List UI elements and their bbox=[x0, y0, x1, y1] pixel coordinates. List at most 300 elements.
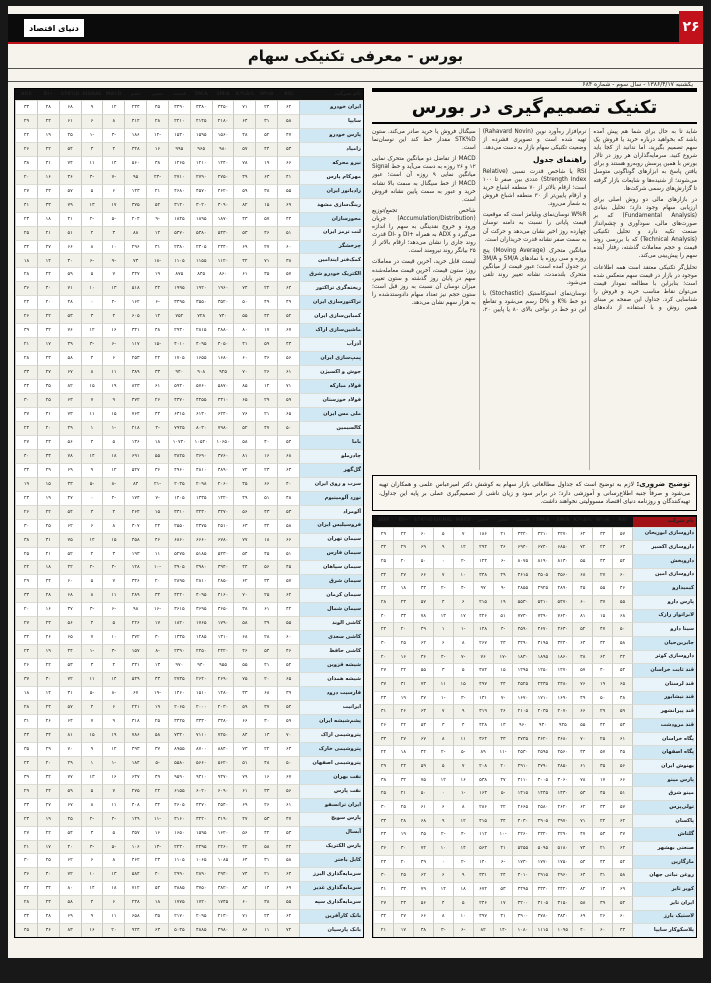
page-content bbox=[14, 88, 697, 938]
value-cell: ۴۷ bbox=[277, 812, 299, 826]
value-cell: ۲۷ bbox=[15, 184, 37, 198]
value-cell: ۱۷ bbox=[146, 616, 168, 630]
value-cell: ۴۹۸۰ bbox=[212, 923, 234, 937]
value-cell: ۵۵ bbox=[277, 895, 299, 909]
value-cell: -۷ bbox=[102, 170, 124, 184]
value-cell: ۵۳۸۰ bbox=[190, 226, 212, 240]
table-row bbox=[15, 812, 363, 826]
company-name-cell: الکتریک خودرو شرق bbox=[299, 267, 363, 281]
company-name-cell: سیمان سپاهان bbox=[299, 560, 363, 574]
value-cell: ۵۵ bbox=[612, 595, 632, 609]
value-cell: ۲۰۳۵ bbox=[532, 704, 552, 718]
value-cell: ۴۱ bbox=[15, 198, 37, 212]
value-cell: ۳۶ bbox=[493, 540, 513, 554]
table-row bbox=[373, 882, 696, 896]
value-cell: ۳۳ bbox=[233, 686, 255, 700]
value-cell: ۱۵۱۰ bbox=[190, 686, 212, 700]
value-cell: ۴۷۹۰ bbox=[532, 759, 552, 773]
company-name-cell: زامیاد bbox=[299, 142, 363, 156]
value-cell: ۲۳ bbox=[393, 896, 413, 910]
value-cell: ۲۹ bbox=[37, 463, 59, 477]
value-cell: ۵۸۷۰ bbox=[212, 379, 234, 393]
value-cell: ۳۴ bbox=[146, 588, 168, 602]
value-cell: ۹۷ bbox=[473, 581, 493, 595]
value-cell: -۳ bbox=[81, 337, 103, 351]
value-cell: ۹۸ bbox=[124, 602, 146, 616]
value-cell: ۲۰۰۰ bbox=[190, 700, 212, 714]
table-row bbox=[15, 770, 363, 784]
column-header: RSI bbox=[277, 89, 299, 100]
value-cell: ۳۵۰۵ bbox=[532, 568, 552, 582]
value-cell: ۴۱ bbox=[255, 658, 277, 672]
value-cell: ۲۱ bbox=[37, 226, 59, 240]
column-header: STK%D bbox=[59, 89, 81, 100]
value-cell: ۴ bbox=[81, 435, 103, 449]
value-cell: ۲۷ bbox=[393, 910, 413, 924]
value-cell: ۱۶ bbox=[255, 449, 277, 463]
value-cell: ۵۱ bbox=[277, 547, 299, 561]
value-cell: ۲۸۹۰ bbox=[552, 581, 572, 595]
value-cell: ۶ bbox=[102, 351, 124, 365]
value-cell: ۳۴۱ bbox=[124, 323, 146, 337]
column-header: SIGNAL bbox=[433, 516, 453, 527]
value-cell: -۵ bbox=[81, 686, 103, 700]
table-row bbox=[373, 540, 696, 554]
value-cell: ۵۹ bbox=[612, 704, 632, 718]
value-cell: ۴۳ bbox=[592, 554, 612, 568]
value-cell: ۲۸ bbox=[255, 630, 277, 644]
value-cell: ۶۰ bbox=[592, 923, 612, 937]
value-cell: ۴۸۹۰ bbox=[212, 463, 234, 477]
value-cell: ۶۱ bbox=[413, 800, 433, 814]
value-cell: ۸۶۰ bbox=[212, 267, 234, 281]
value-cell: ۶۹ bbox=[233, 798, 255, 812]
company-name-cell: پارس دارو bbox=[632, 595, 696, 609]
value-cell: ۴۴۹۵ bbox=[512, 882, 532, 896]
article-subhead: راهنمای جدول bbox=[532, 155, 587, 165]
value-cell: ۵۷ bbox=[277, 267, 299, 281]
value-cell: ۱۲۴۰ bbox=[212, 156, 234, 170]
value-cell: ۴۸۱۰ bbox=[190, 463, 212, 477]
value-cell: ۲۴ bbox=[15, 421, 37, 435]
company-name-cell: سرب و روی ایران bbox=[299, 477, 363, 491]
table-row bbox=[15, 449, 363, 463]
table-row bbox=[373, 759, 696, 773]
value-cell: ۳۵۷ bbox=[124, 826, 146, 840]
value-cell: ۱۲۹۵ bbox=[512, 663, 532, 677]
value-cell: ۵۹ bbox=[59, 267, 81, 281]
company-name-cell: مهرکام پارس bbox=[299, 170, 363, 184]
column-header: تغییر bbox=[146, 89, 168, 100]
value-cell: ۰ bbox=[81, 491, 103, 505]
value-cell: ۵۶ bbox=[59, 435, 81, 449]
value-cell: ۷ bbox=[433, 704, 453, 718]
value-cell: ۳۶ bbox=[15, 281, 37, 295]
value-cell: ۳۴۵۰ bbox=[212, 100, 234, 114]
value-cell: ۷۷ bbox=[233, 533, 255, 547]
value-cell: ۵۱ bbox=[493, 609, 513, 623]
value-cell: ۴۰۵۰ bbox=[212, 337, 234, 351]
value-cell: ۱۸ bbox=[15, 686, 37, 700]
value-cell: ۵۰ bbox=[277, 756, 299, 770]
value-cell: ۴۵ bbox=[572, 581, 592, 595]
value-cell: ۶۴ bbox=[277, 867, 299, 881]
value-cell: ۸۸ bbox=[124, 226, 146, 240]
value-cell: ۱۹ bbox=[146, 267, 168, 281]
value-cell: ۶۰ bbox=[572, 595, 592, 609]
value-cell: ۲۳۸ bbox=[124, 895, 146, 909]
value-cell: ۱۸۳۰ bbox=[512, 650, 532, 664]
value-cell: ۲۷ bbox=[373, 896, 393, 910]
value-cell: ۴۸ bbox=[255, 756, 277, 770]
stock-table-left-wrap bbox=[14, 88, 364, 938]
value-cell: ۱۴۳۰ bbox=[552, 786, 572, 800]
table-row bbox=[15, 393, 363, 407]
value-cell: ۳۲۷۰ bbox=[212, 505, 234, 519]
value-cell: ۳۸ bbox=[255, 895, 277, 909]
value-cell: ۱۱۰۵ bbox=[168, 253, 190, 267]
value-cell: ۱۹ bbox=[37, 812, 59, 826]
table-row bbox=[15, 421, 363, 435]
value-cell: ۱۵۶۰ bbox=[212, 128, 234, 142]
value-cell: ۱۴ bbox=[37, 686, 59, 700]
value-cell: ۷۱ bbox=[277, 379, 299, 393]
value-cell: ۳ bbox=[433, 663, 453, 677]
value-cell: ۱۹۳ bbox=[124, 547, 146, 561]
value-cell: ۵۵ bbox=[233, 658, 255, 672]
value-cell: -۴ bbox=[453, 827, 473, 841]
value-cell: ۱۷۴ bbox=[124, 491, 146, 505]
value-cell: ۵۲ bbox=[59, 547, 81, 561]
value-cell: ۱۰ bbox=[102, 630, 124, 644]
value-cell: ۱۰۷۴۰ bbox=[168, 435, 190, 449]
company-name-cell: شیشه قزوین bbox=[299, 658, 363, 672]
value-cell: ۱۴۹ bbox=[124, 812, 146, 826]
value-cell: ۲۳ bbox=[37, 435, 59, 449]
value-cell: ۵۵ bbox=[413, 663, 433, 677]
value-cell: ۴۸۸۵ bbox=[190, 923, 212, 937]
value-cell: ۲۶ bbox=[373, 718, 393, 732]
value-cell: ۲۷۳۵ bbox=[168, 672, 190, 686]
value-cell: -۱ bbox=[453, 786, 473, 800]
value-cell: ۳۵ bbox=[255, 267, 277, 281]
value-cell: ۴ bbox=[81, 895, 103, 909]
value-cell: ۶ bbox=[81, 853, 103, 867]
value-cell: ۲۸۱۰ bbox=[190, 574, 212, 588]
value-cell: ۴۱۵ bbox=[473, 814, 493, 828]
value-cell: ۱۹ bbox=[15, 477, 37, 491]
value-cell: ۲۵ bbox=[37, 393, 59, 407]
value-cell: ۴۹ bbox=[146, 770, 168, 784]
value-cell: ۶۷۸۰ bbox=[212, 533, 234, 547]
value-cell: ۱۴۰ bbox=[473, 855, 493, 869]
value-cell: ۶۸۶۰ bbox=[168, 533, 190, 547]
table-row bbox=[373, 868, 696, 882]
table-row bbox=[15, 560, 363, 574]
value-cell: ۲۰۴ bbox=[124, 212, 146, 226]
table-row bbox=[373, 800, 696, 814]
value-cell: ۴۴۷۰ bbox=[190, 798, 212, 812]
value-cell: ۴۹۶۰ bbox=[168, 463, 190, 477]
company-name-cell: کمباین‌سازی ایران bbox=[299, 309, 363, 323]
value-cell: ۵۱ bbox=[277, 226, 299, 240]
value-cell: ۲۲ bbox=[37, 142, 59, 156]
value-cell: ۱۴ bbox=[592, 882, 612, 896]
value-cell: -۹ bbox=[493, 581, 513, 595]
value-cell: ۵۰ bbox=[233, 295, 255, 309]
value-cell: ۴۴ bbox=[493, 677, 513, 691]
value-cell: ۱۹۶۰ bbox=[212, 281, 234, 295]
value-cell: ۲۵ bbox=[393, 636, 413, 650]
value-cell: ۹۴۰ bbox=[168, 365, 190, 379]
value-cell: ۳۸ bbox=[15, 156, 37, 170]
table-row bbox=[15, 756, 363, 770]
value-cell: ۳۵ bbox=[146, 909, 168, 923]
company-name-cell: پلاسکوکار سایپا bbox=[632, 923, 696, 937]
value-cell: ۶۹۱ bbox=[124, 449, 146, 463]
value-cell: -۲ bbox=[81, 812, 103, 826]
newspaper-logo: دنیای اقتصاد bbox=[24, 19, 84, 37]
value-cell: -۱۲ bbox=[146, 128, 168, 142]
value-cell: ۵۳ bbox=[59, 658, 81, 672]
value-cell: ۶ bbox=[102, 184, 124, 198]
value-cell: ۱۲ bbox=[81, 323, 103, 337]
value-cell: ۳۰۹۰ bbox=[212, 198, 234, 212]
article-paragraph: میانگین متحرک (Moving Average) پنج روزه و سی روزه با نمادهای 5M/A و 3M/A در جدول آمده است؛ عبور قیمت از میانگین متحرک بلندمدت، نشانه تغییر روند تلقی می‌شود. bbox=[482, 247, 587, 287]
value-cell: -۲ bbox=[81, 212, 103, 226]
table-row bbox=[15, 407, 363, 421]
value-cell: ۱۷۴۵ bbox=[212, 895, 234, 909]
value-cell: ۵۹ bbox=[59, 784, 81, 798]
column-header: W%R bbox=[592, 516, 612, 527]
value-cell: ۷۸ bbox=[59, 449, 81, 463]
value-cell: ۳۳ bbox=[37, 198, 59, 212]
value-cell: ۳۹۰۵ bbox=[168, 560, 190, 574]
value-cell: ۲۹ bbox=[15, 784, 37, 798]
value-cell: ۲ bbox=[81, 226, 103, 240]
value-cell: ۵۶۰ bbox=[124, 156, 146, 170]
value-cell: ۳۶۵۰ bbox=[212, 602, 234, 616]
company-name-cell: سایپا bbox=[299, 114, 363, 128]
value-cell: ۸۲ bbox=[233, 198, 255, 212]
value-cell: ۲۱۷۰ bbox=[168, 909, 190, 923]
value-cell: ۲۵ bbox=[373, 786, 393, 800]
value-cell: ۲۸ bbox=[37, 588, 59, 602]
value-cell: ۱۶ bbox=[37, 602, 59, 616]
value-cell: ۲۷ bbox=[37, 240, 59, 254]
value-cell: ۸۳ bbox=[233, 881, 255, 895]
value-cell: ۷۴۰ bbox=[212, 309, 234, 323]
value-cell: ۲۱ bbox=[37, 547, 59, 561]
value-cell: ۲۴ bbox=[373, 622, 393, 636]
value-cell: ۳۱۶۰ bbox=[168, 812, 190, 826]
value-cell: ۳ bbox=[81, 309, 103, 323]
value-cell: ۲۳ bbox=[373, 691, 393, 705]
value-cell: ۱۸۹۵ bbox=[532, 650, 552, 664]
value-cell: ۶۰ bbox=[277, 630, 299, 644]
value-cell: ۴۰ bbox=[255, 435, 277, 449]
value-cell: ۲۰۹۸ bbox=[190, 477, 212, 491]
value-cell: ۴۴۷ bbox=[124, 267, 146, 281]
value-cell: ۶۲ bbox=[59, 519, 81, 533]
value-cell: ۸ bbox=[433, 732, 453, 746]
value-cell: ۵۷ bbox=[277, 574, 299, 588]
value-cell: ۷ bbox=[81, 393, 103, 407]
value-cell: ۳۴۸ bbox=[473, 568, 493, 582]
value-cell: ۱۸ bbox=[453, 882, 473, 896]
company-name-cell: پگاه اصفهان bbox=[632, 745, 696, 759]
value-cell: ۵۰ bbox=[592, 691, 612, 705]
value-cell: ۲۱ bbox=[373, 923, 393, 937]
stock-table-right-wrap bbox=[372, 515, 697, 938]
value-cell: ۸۹۵۵ bbox=[168, 742, 190, 756]
value-cell: ۱۰ bbox=[81, 281, 103, 295]
value-cell: -۸ bbox=[102, 686, 124, 700]
company-name-cell: ایران ترانسفو bbox=[299, 798, 363, 812]
company-name-cell: داروسازی کوثر bbox=[632, 650, 696, 664]
table-row bbox=[15, 184, 363, 198]
company-name-cell: قند پیرانشهر bbox=[632, 704, 696, 718]
value-cell: ۲۱ bbox=[15, 337, 37, 351]
value-cell: ۷۶ bbox=[59, 323, 81, 337]
value-cell: ۳۳ bbox=[15, 100, 37, 114]
value-cell: ۱۵ bbox=[81, 379, 103, 393]
value-cell: ۶۹ bbox=[277, 198, 299, 212]
value-cell: -۴ bbox=[102, 812, 124, 826]
value-cell: ۴۸ bbox=[612, 691, 632, 705]
value-cell: ۵۹ bbox=[413, 759, 433, 773]
value-cell: ۱۶۲ bbox=[124, 295, 146, 309]
company-name-cell: چادرملو bbox=[299, 449, 363, 463]
value-cell: ۱۱۵۵ bbox=[190, 253, 212, 267]
value-cell: ۳۵۲۰ bbox=[212, 295, 234, 309]
table-row bbox=[15, 463, 363, 477]
value-cell: ۸۱ bbox=[59, 728, 81, 742]
value-cell: ۷۱ bbox=[572, 814, 592, 828]
value-cell: ۱۲ bbox=[453, 814, 473, 828]
value-cell: ۱۸ bbox=[393, 745, 413, 759]
notice-text: لازم به توضیح است که جداول مطالعاتی بازار سهام به کوشش دکتر امیرعباس علمی و همکاران تهیه می‌شود و صرفاً جنبه اطلاع‌رسانی و آموزشی دارد؛ در برابر سود و زیان ناشی از تصمیم‌گیری عملی بر پایه این جداول، تهیه‌کنندگان و روزنامه دنیای اقتصاد مسوولیتی نخواهند داشت. bbox=[379, 482, 690, 506]
value-cell: ۳۳ bbox=[59, 477, 81, 491]
value-cell: ۲۲ bbox=[393, 663, 413, 677]
value-cell: ۷۵ bbox=[59, 533, 81, 547]
value-cell: ۲۹ bbox=[255, 393, 277, 407]
value-cell: ۱۰۸۵ bbox=[212, 853, 234, 867]
company-name-cell: ایرانیت bbox=[299, 700, 363, 714]
value-cell: ۵۶ bbox=[277, 351, 299, 365]
value-cell: ۸ bbox=[81, 365, 103, 379]
value-cell: ۶۱۳۰ bbox=[190, 407, 212, 421]
value-cell: ۷۹ bbox=[413, 882, 433, 896]
value-cell: ۱۴ bbox=[453, 841, 473, 855]
value-cell: ۸۴ bbox=[124, 477, 146, 491]
value-cell: ۳۸۹ bbox=[124, 365, 146, 379]
value-cell: ۴۱۶۰ bbox=[212, 588, 234, 602]
value-cell: ۹۹۵ bbox=[168, 142, 190, 156]
value-cell: ۴۱ bbox=[493, 841, 513, 855]
value-cell: ۲۴۱ bbox=[124, 700, 146, 714]
value-cell: ۴۷ bbox=[413, 691, 433, 705]
table-row bbox=[15, 644, 363, 658]
value-cell: ۶۱ bbox=[612, 732, 632, 746]
value-cell: ۴۲ bbox=[612, 650, 632, 664]
value-cell: ۶۵ bbox=[59, 630, 81, 644]
right-column bbox=[372, 88, 697, 938]
value-cell: ۸۹ bbox=[473, 745, 493, 759]
value-cell: -۱۰ bbox=[493, 827, 513, 841]
value-cell: -۲ bbox=[81, 560, 103, 574]
value-cell: ۳۳۸۰ bbox=[212, 714, 234, 728]
value-cell: ۲۴ bbox=[255, 100, 277, 114]
company-name-cell: پارس خودرو bbox=[299, 128, 363, 142]
value-cell: ۵۶ bbox=[612, 759, 632, 773]
value-cell: ۶۱ bbox=[233, 267, 255, 281]
value-cell: ۲۵۳ bbox=[124, 351, 146, 365]
value-cell: ۸ bbox=[81, 588, 103, 602]
value-cell: ۱۶۵۵ bbox=[190, 351, 212, 365]
value-cell: ۲۸ bbox=[15, 351, 37, 365]
table-row bbox=[15, 170, 363, 184]
value-cell: ۲۰ bbox=[493, 759, 513, 773]
table-row bbox=[373, 677, 696, 691]
value-cell: ۵۰۹۵ bbox=[532, 841, 552, 855]
value-cell: ۴۲ bbox=[15, 881, 37, 895]
value-cell: ۹۶۵ bbox=[190, 142, 212, 156]
value-cell: ۱۶۳ bbox=[473, 786, 493, 800]
value-cell: -۴ bbox=[146, 421, 168, 435]
value-cell: ۶۰ bbox=[612, 910, 632, 924]
notice-title: توضیح ضروری: bbox=[636, 480, 690, 488]
value-cell: ۴ bbox=[81, 616, 103, 630]
value-cell: ۲۶ bbox=[493, 704, 513, 718]
value-cell: ۲۴ bbox=[15, 756, 37, 770]
value-cell: ۴۳۷۰ bbox=[168, 393, 190, 407]
value-cell: ۶۱ bbox=[572, 759, 592, 773]
value-cell: ۳۱۵۰ bbox=[552, 896, 572, 910]
value-cell: ۱۲۴ bbox=[473, 554, 493, 568]
table-row bbox=[15, 491, 363, 505]
value-cell: ۴۵ bbox=[59, 812, 81, 826]
value-cell: ۹۸۰ bbox=[212, 142, 234, 156]
article-paragraph: MACD از تفاضل دو میانگین متحرک نمایی ۱۲ و ۲۶ روزه به دست می‌آید و خط Signal میانگین نمایی ۹ روزه آن است؛ عبور MACD از خط سیگنال به سمت بالا نشانه خرید و عبور به سمت پایین نشانه فروش است. bbox=[372, 156, 476, 203]
value-cell: ۳۹۴۰ bbox=[212, 560, 234, 574]
value-cell: ۶ bbox=[453, 595, 473, 609]
value-cell: ۷۴ bbox=[572, 841, 592, 855]
company-name-cell: نفت بهران bbox=[299, 770, 363, 784]
value-cell: ۴۸ bbox=[277, 491, 299, 505]
value-cell: -۶ bbox=[493, 855, 513, 869]
value-cell: ۹۵۵ bbox=[212, 658, 234, 672]
table-row bbox=[373, 718, 696, 732]
value-cell: ۴۰ bbox=[373, 609, 393, 623]
value-cell: ۸۰۷۵ bbox=[512, 554, 532, 568]
value-cell: ۸۶ bbox=[233, 923, 255, 937]
value-cell: ۱۱ bbox=[81, 156, 103, 170]
value-cell: ۴۲ bbox=[59, 560, 81, 574]
value-cell: ۳۳۳۰ bbox=[190, 714, 212, 728]
company-name-cell: داروپخش bbox=[632, 554, 696, 568]
value-cell: ۲۱ bbox=[255, 867, 277, 881]
value-cell: ۶۱ bbox=[59, 114, 81, 128]
value-cell: ۱۱۰۵ bbox=[168, 853, 190, 867]
value-cell: ۶۷ bbox=[59, 798, 81, 812]
stock-table-right bbox=[372, 515, 697, 938]
value-cell: ۱۵ bbox=[102, 533, 124, 547]
value-cell: ۷۲ bbox=[59, 672, 81, 686]
value-cell: ۳۳ bbox=[393, 609, 413, 623]
value-cell: ۵۴۳۰ bbox=[212, 226, 234, 240]
value-cell: ۵۹ bbox=[233, 700, 255, 714]
